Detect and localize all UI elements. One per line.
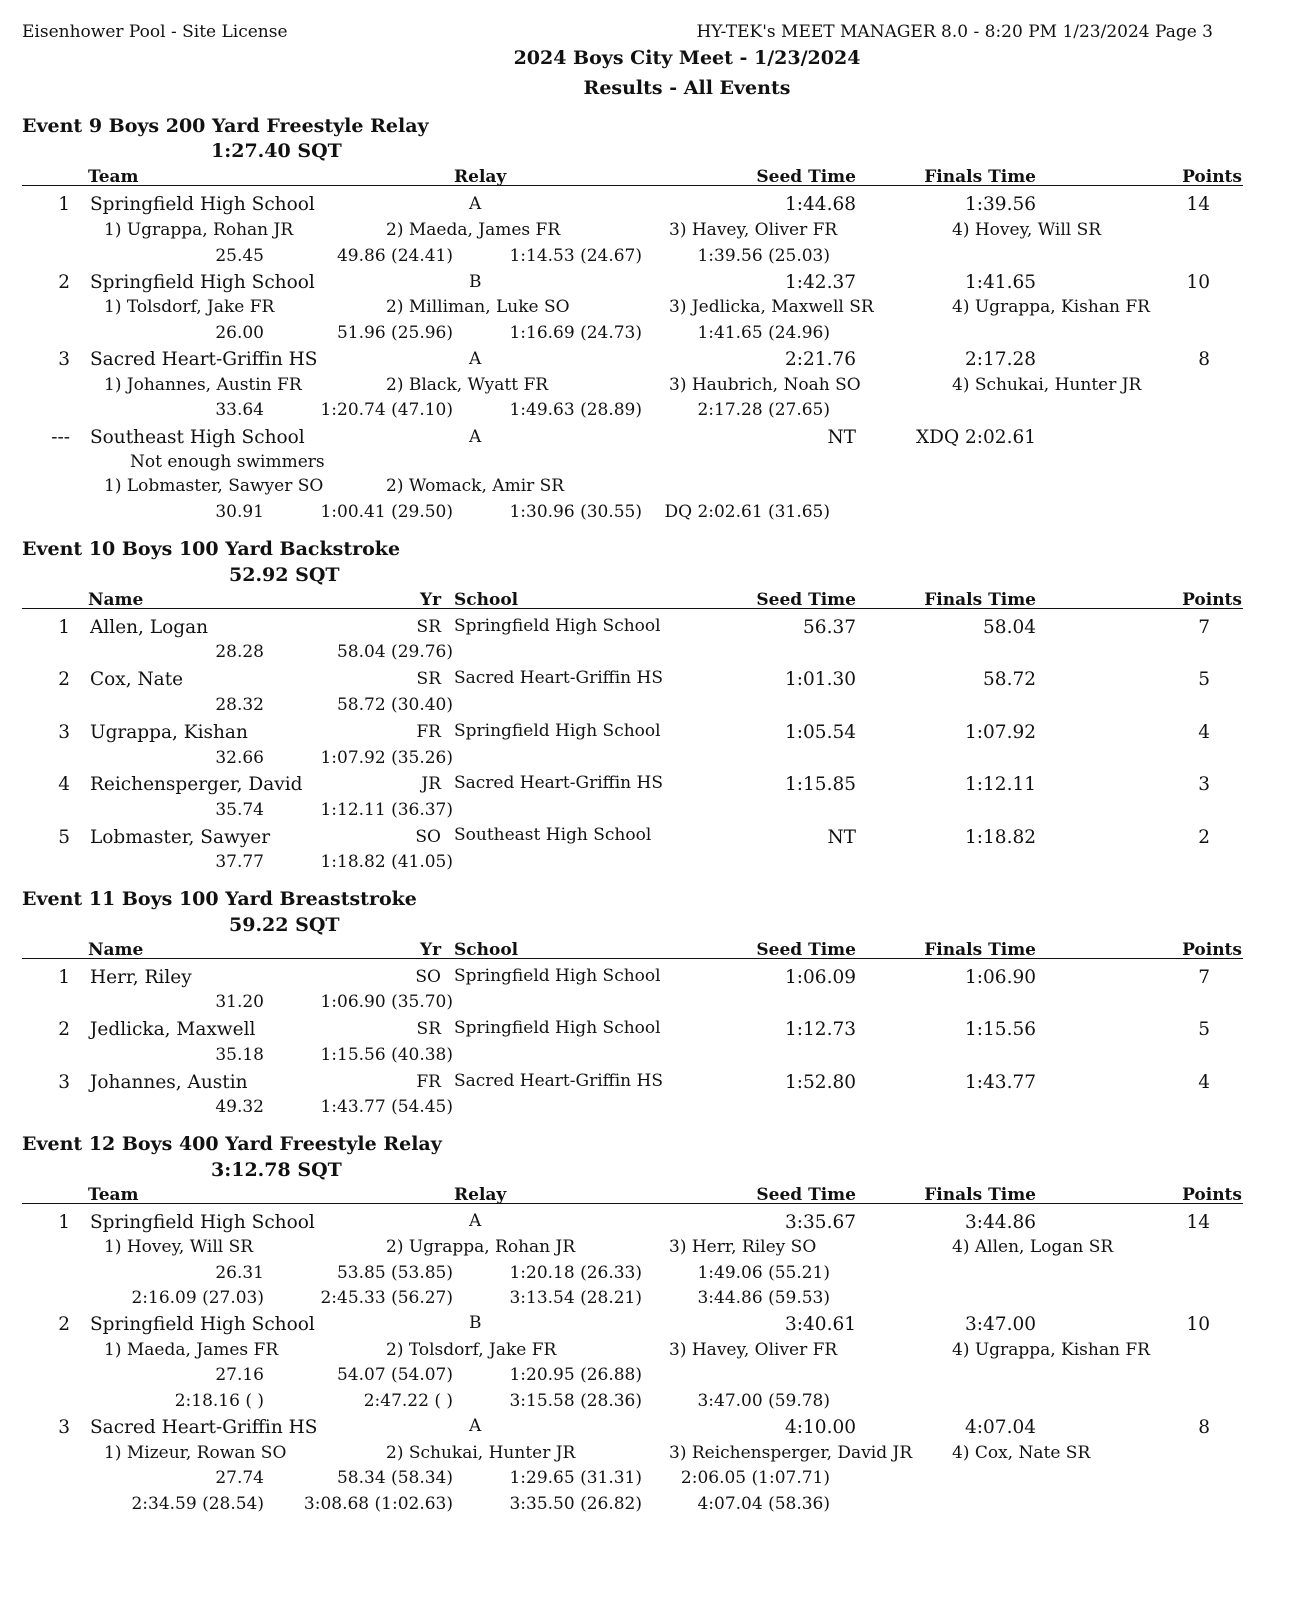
place: 1 bbox=[58, 194, 70, 215]
split: 28.28 bbox=[215, 642, 264, 662]
school: Sacred Heart-Griffin HS bbox=[454, 1071, 663, 1091]
place: 2 bbox=[58, 1019, 70, 1040]
column-header-team: Team bbox=[88, 1185, 139, 1205]
swimmer-name: Allen, Logan bbox=[90, 617, 209, 638]
column-header-points: Points bbox=[1182, 1185, 1242, 1205]
relay-letter: A bbox=[469, 427, 482, 447]
points: 10 bbox=[1186, 1314, 1210, 1335]
place: 1 bbox=[58, 617, 70, 638]
split: 58.34 (58.34) bbox=[336, 1468, 453, 1488]
place: 1 bbox=[58, 1212, 70, 1233]
seed-time: 2:21.76 bbox=[785, 349, 856, 370]
class-year: SR bbox=[416, 1019, 441, 1039]
column-header-team: Team bbox=[88, 167, 139, 187]
column-header-relay: Relay bbox=[454, 1185, 507, 1205]
split: 1:39.56 (25.03) bbox=[697, 246, 830, 266]
swimmer: 2) Milliman, Luke SO bbox=[386, 297, 570, 317]
relay-letter: A bbox=[469, 194, 482, 214]
split: 1:41.65 (24.96) bbox=[697, 323, 830, 343]
split: 33.64 bbox=[215, 400, 264, 420]
swimmer-name: Cox, Nate bbox=[90, 669, 184, 690]
class-year: SR bbox=[416, 669, 441, 689]
place: 3 bbox=[58, 722, 70, 743]
seed-time: 56.37 bbox=[803, 617, 856, 638]
split: 2:17.28 (27.65) bbox=[697, 400, 830, 420]
event-title: Event 11 Boys 100 Yard Breaststroke bbox=[22, 888, 417, 910]
column-header-relay: Relay bbox=[454, 167, 507, 187]
column-header-yr: Yr bbox=[420, 940, 442, 960]
swimmer-name: Jedlicka, Maxwell bbox=[90, 1019, 256, 1040]
points: 5 bbox=[1198, 669, 1210, 690]
column-header-finals-time: Finals Time bbox=[924, 167, 1036, 187]
relay-letter: B bbox=[469, 1313, 482, 1333]
place: 3 bbox=[58, 349, 70, 370]
school: Springfield High School bbox=[454, 1018, 661, 1038]
split: 2:47.22 ( ) bbox=[363, 1391, 453, 1411]
points: 3 bbox=[1198, 774, 1210, 795]
team-name: Southeast High School bbox=[90, 427, 305, 448]
split: DQ 2:02.61 (31.65) bbox=[664, 502, 830, 522]
team-name: Springfield High School bbox=[90, 194, 315, 215]
split: 2:45.33 (56.27) bbox=[320, 1288, 453, 1308]
points: 10 bbox=[1186, 272, 1210, 293]
seed-time: 1:52.80 bbox=[785, 1072, 856, 1093]
split: 58.04 (29.76) bbox=[336, 642, 453, 662]
split: 51.96 (25.96) bbox=[336, 323, 453, 343]
swimmer: 2) Tolsdorf, Jake FR bbox=[386, 1340, 557, 1360]
swimmer: 3) Jedlicka, Maxwell SR bbox=[669, 297, 874, 317]
results-subtitle: Results - All Events bbox=[583, 77, 791, 99]
points: 4 bbox=[1198, 722, 1210, 743]
split: 2:16.09 (27.03) bbox=[131, 1288, 264, 1308]
swimmer: 1) Johannes, Austin FR bbox=[104, 375, 302, 395]
place: 3 bbox=[58, 1417, 70, 1438]
points: 5 bbox=[1198, 1019, 1210, 1040]
team-name: Sacred Heart-Griffin HS bbox=[90, 1417, 318, 1438]
column-header-finals-time: Finals Time bbox=[924, 1185, 1036, 1205]
split: 1:20.74 (47.10) bbox=[320, 400, 453, 420]
swimmer: 2) Ugrappa, Rohan JR bbox=[386, 1237, 576, 1257]
qualifying-time: 3:12.78 SQT bbox=[211, 1159, 342, 1181]
class-year: SO bbox=[415, 967, 441, 987]
school: Sacred Heart-Griffin HS bbox=[454, 773, 663, 793]
split: 3:13.54 (28.21) bbox=[509, 1288, 642, 1308]
seed-time: 1:15.85 bbox=[785, 774, 856, 795]
split: 2:18.16 ( ) bbox=[174, 1391, 264, 1411]
split: 1:29.65 (31.31) bbox=[509, 1468, 642, 1488]
team-name: Sacred Heart-Griffin HS bbox=[90, 349, 318, 370]
relay-letter: B bbox=[469, 272, 482, 292]
school: Sacred Heart-Griffin HS bbox=[454, 668, 663, 688]
header-rule bbox=[22, 1203, 1243, 1204]
place: 2 bbox=[58, 1314, 70, 1335]
split: 25.45 bbox=[215, 246, 264, 266]
class-year: JR bbox=[421, 774, 441, 794]
split: 1:18.82 (41.05) bbox=[320, 852, 453, 872]
school: Southeast High School bbox=[454, 825, 652, 845]
split: 58.72 (30.40) bbox=[336, 695, 453, 715]
split: 3:44.86 (59.53) bbox=[697, 1288, 830, 1308]
event-title: Event 12 Boys 400 Yard Freestyle Relay bbox=[22, 1133, 442, 1155]
column-header-points: Points bbox=[1182, 590, 1242, 610]
swimmer: 1) Lobmaster, Sawyer SO bbox=[104, 476, 324, 496]
split: 26.31 bbox=[215, 1263, 264, 1283]
split: 26.00 bbox=[215, 323, 264, 343]
team-name: Springfield High School bbox=[90, 272, 315, 293]
finals-time: 2:17.28 bbox=[965, 349, 1036, 370]
split: 49.86 (24.41) bbox=[336, 246, 453, 266]
split: 49.32 bbox=[215, 1097, 264, 1117]
relay-letter: A bbox=[469, 349, 482, 369]
finals-time: 1:07.92 bbox=[965, 722, 1036, 743]
swimmer: 3) Herr, Riley SO bbox=[669, 1237, 817, 1257]
split: 1:49.06 (55.21) bbox=[697, 1263, 830, 1283]
split: 2:34.59 (28.54) bbox=[131, 1494, 264, 1514]
split: 30.91 bbox=[215, 502, 264, 522]
school: Springfield High School bbox=[454, 721, 661, 741]
swimmer: 3) Havey, Oliver FR bbox=[669, 1340, 838, 1360]
split: 4:07.04 (58.36) bbox=[697, 1494, 830, 1514]
seed-time: 1:05.54 bbox=[785, 722, 856, 743]
swimmer: 4) Allen, Logan SR bbox=[952, 1237, 1114, 1257]
school: Springfield High School bbox=[454, 966, 661, 986]
split: 31.20 bbox=[215, 992, 264, 1012]
swimmer: 1) Mizeur, Rowan SO bbox=[104, 1443, 287, 1463]
finals-time: 4:07.04 bbox=[965, 1417, 1036, 1438]
swimmer-name: Lobmaster, Sawyer bbox=[90, 827, 271, 848]
finals-time: 1:39.56 bbox=[965, 194, 1036, 215]
column-header-seed-time: Seed Time bbox=[756, 590, 856, 610]
header-rule bbox=[22, 608, 1243, 609]
split: 1:49.63 (28.89) bbox=[509, 400, 642, 420]
column-header-school: School bbox=[454, 590, 519, 610]
relay-letter: A bbox=[469, 1211, 482, 1231]
school: Springfield High School bbox=[454, 616, 661, 636]
finals-time: 1:18.82 bbox=[965, 827, 1036, 848]
split: 1:15.56 (40.38) bbox=[320, 1045, 453, 1065]
points: 8 bbox=[1198, 1417, 1210, 1438]
team-name: Springfield High School bbox=[90, 1212, 315, 1233]
column-header-seed-time: Seed Time bbox=[756, 1185, 856, 1205]
column-header-name: Name bbox=[88, 590, 144, 610]
qualifying-time: 59.22 SQT bbox=[229, 914, 340, 936]
swimmer: 4) Ugrappa, Kishan FR bbox=[952, 297, 1150, 317]
dq-note: Not enough swimmers bbox=[130, 452, 325, 472]
split: 1:06.90 (35.70) bbox=[320, 992, 453, 1012]
column-header-finals-time: Finals Time bbox=[924, 590, 1036, 610]
swimmer-name: Johannes, Austin bbox=[90, 1072, 248, 1093]
split: 1:20.18 (26.33) bbox=[509, 1263, 642, 1283]
column-header-seed-time: Seed Time bbox=[756, 167, 856, 187]
seed-time: NT bbox=[827, 427, 856, 448]
swimmer-name: Herr, Riley bbox=[90, 967, 192, 988]
split: 1:43.77 (54.45) bbox=[320, 1097, 453, 1117]
split: 27.16 bbox=[215, 1365, 264, 1385]
seed-time: 1:12.73 bbox=[785, 1019, 856, 1040]
points: 8 bbox=[1198, 349, 1210, 370]
split: 3:47.00 (59.78) bbox=[697, 1391, 830, 1411]
swimmer-name: Ugrappa, Kishan bbox=[90, 722, 248, 743]
header-rule bbox=[22, 185, 1243, 186]
finals-time: 1:15.56 bbox=[965, 1019, 1036, 1040]
meet-title: 2024 Boys City Meet - 1/23/2024 bbox=[513, 47, 861, 69]
qualifying-time: 1:27.40 SQT bbox=[211, 140, 342, 162]
site-license-text: Eisenhower Pool - Site License bbox=[22, 22, 288, 42]
finals-time: 58.04 bbox=[983, 617, 1036, 638]
swimmer: 3) Haubrich, Noah SO bbox=[669, 375, 861, 395]
place: 1 bbox=[58, 967, 70, 988]
split: 3:15.58 (28.36) bbox=[509, 1391, 642, 1411]
split: 3:35.50 (26.82) bbox=[509, 1494, 642, 1514]
place: --- bbox=[51, 427, 70, 448]
class-year: SR bbox=[416, 617, 441, 637]
column-header-name: Name bbox=[88, 940, 144, 960]
place: 3 bbox=[58, 1072, 70, 1093]
column-header-yr: Yr bbox=[420, 590, 442, 610]
points: 2 bbox=[1198, 827, 1210, 848]
finals-time: 58.72 bbox=[983, 669, 1036, 690]
split: 1:00.41 (29.50) bbox=[320, 502, 453, 522]
event-title: Event 9 Boys 200 Yard Freestyle Relay bbox=[22, 115, 429, 137]
class-year: SO bbox=[415, 827, 441, 847]
class-year: FR bbox=[416, 1072, 441, 1092]
swimmer: 2) Black, Wyatt FR bbox=[386, 375, 549, 395]
swimmer: 1) Hovey, Will SR bbox=[104, 1237, 254, 1257]
seed-time: 1:06.09 bbox=[785, 967, 856, 988]
swimmer: 2) Schukai, Hunter JR bbox=[386, 1443, 576, 1463]
swimmer: 3) Reichensperger, David JR bbox=[669, 1443, 913, 1463]
seed-time: 3:35.67 bbox=[785, 1212, 856, 1233]
swimmer: 1) Maeda, James FR bbox=[104, 1340, 279, 1360]
split: 27.74 bbox=[215, 1468, 264, 1488]
split: 37.77 bbox=[215, 852, 264, 872]
split: 1:07.92 (35.26) bbox=[320, 748, 453, 768]
relay-letter: A bbox=[469, 1416, 482, 1436]
swimmer: 3) Havey, Oliver FR bbox=[669, 220, 838, 240]
class-year: FR bbox=[416, 722, 441, 742]
software-info-text: HY-TEK's MEET MANAGER 8.0 - 8:20 PM 1/23/2024 Page 3 bbox=[696, 22, 1213, 42]
split: 2:06.05 (1:07.71) bbox=[680, 1468, 830, 1488]
swimmer: 4) Hovey, Will SR bbox=[952, 220, 1102, 240]
split: 35.74 bbox=[215, 800, 264, 820]
place: 4 bbox=[58, 774, 70, 795]
split: 1:16.69 (24.73) bbox=[509, 323, 642, 343]
split: 35.18 bbox=[215, 1045, 264, 1065]
seed-time: 1:44.68 bbox=[785, 194, 856, 215]
finals-time: 3:44.86 bbox=[965, 1212, 1036, 1233]
qualifying-time: 52.92 SQT bbox=[229, 564, 340, 586]
seed-time: NT bbox=[827, 827, 856, 848]
finals-time: 1:43.77 bbox=[965, 1072, 1036, 1093]
place: 5 bbox=[58, 827, 70, 848]
header-rule bbox=[22, 958, 1243, 959]
event-title: Event 10 Boys 100 Yard Backstroke bbox=[22, 538, 401, 560]
split: 1:30.96 (30.55) bbox=[509, 502, 642, 522]
split: 1:20.95 (26.88) bbox=[509, 1365, 642, 1385]
swimmer: 1) Tolsdorf, Jake FR bbox=[104, 297, 275, 317]
swimmer: 1) Ugrappa, Rohan JR bbox=[104, 220, 294, 240]
points: 7 bbox=[1198, 967, 1210, 988]
column-header-points: Points bbox=[1182, 167, 1242, 187]
swimmer: 4) Ugrappa, Kishan FR bbox=[952, 1340, 1150, 1360]
split: 28.32 bbox=[215, 695, 264, 715]
swimmer: 2) Maeda, James FR bbox=[386, 220, 561, 240]
finals-time: 1:41.65 bbox=[965, 272, 1036, 293]
points: 4 bbox=[1198, 1072, 1210, 1093]
finals-time: XDQ 2:02.61 bbox=[915, 427, 1036, 448]
swimmer: 4) Cox, Nate SR bbox=[952, 1443, 1091, 1463]
column-header-points: Points bbox=[1182, 940, 1242, 960]
points: 14 bbox=[1186, 1212, 1210, 1233]
swimmer: 4) Schukai, Hunter JR bbox=[952, 375, 1142, 395]
finals-time: 3:47.00 bbox=[965, 1314, 1036, 1335]
split: 32.66 bbox=[215, 748, 264, 768]
seed-time: 1:42.37 bbox=[785, 272, 856, 293]
swimmer-name: Reichensperger, David bbox=[90, 774, 303, 795]
seed-time: 1:01.30 bbox=[785, 669, 856, 690]
team-name: Springfield High School bbox=[90, 1314, 315, 1335]
place: 2 bbox=[58, 669, 70, 690]
column-header-school: School bbox=[454, 940, 519, 960]
split: 1:14.53 (24.67) bbox=[509, 246, 642, 266]
column-header-seed-time: Seed Time bbox=[756, 940, 856, 960]
seed-time: 3:40.61 bbox=[785, 1314, 856, 1335]
split: 53.85 (53.85) bbox=[336, 1263, 453, 1283]
swimmer: 2) Womack, Amir SR bbox=[386, 476, 565, 496]
place: 2 bbox=[58, 272, 70, 293]
split: 3:08.68 (1:02.63) bbox=[303, 1494, 453, 1514]
split: 54.07 (54.07) bbox=[336, 1365, 453, 1385]
finals-time: 1:06.90 bbox=[965, 967, 1036, 988]
split: 1:12.11 (36.37) bbox=[320, 800, 453, 820]
points: 7 bbox=[1198, 617, 1210, 638]
points: 14 bbox=[1186, 194, 1210, 215]
finals-time: 1:12.11 bbox=[965, 774, 1036, 795]
seed-time: 4:10.00 bbox=[785, 1417, 856, 1438]
column-header-finals-time: Finals Time bbox=[924, 940, 1036, 960]
